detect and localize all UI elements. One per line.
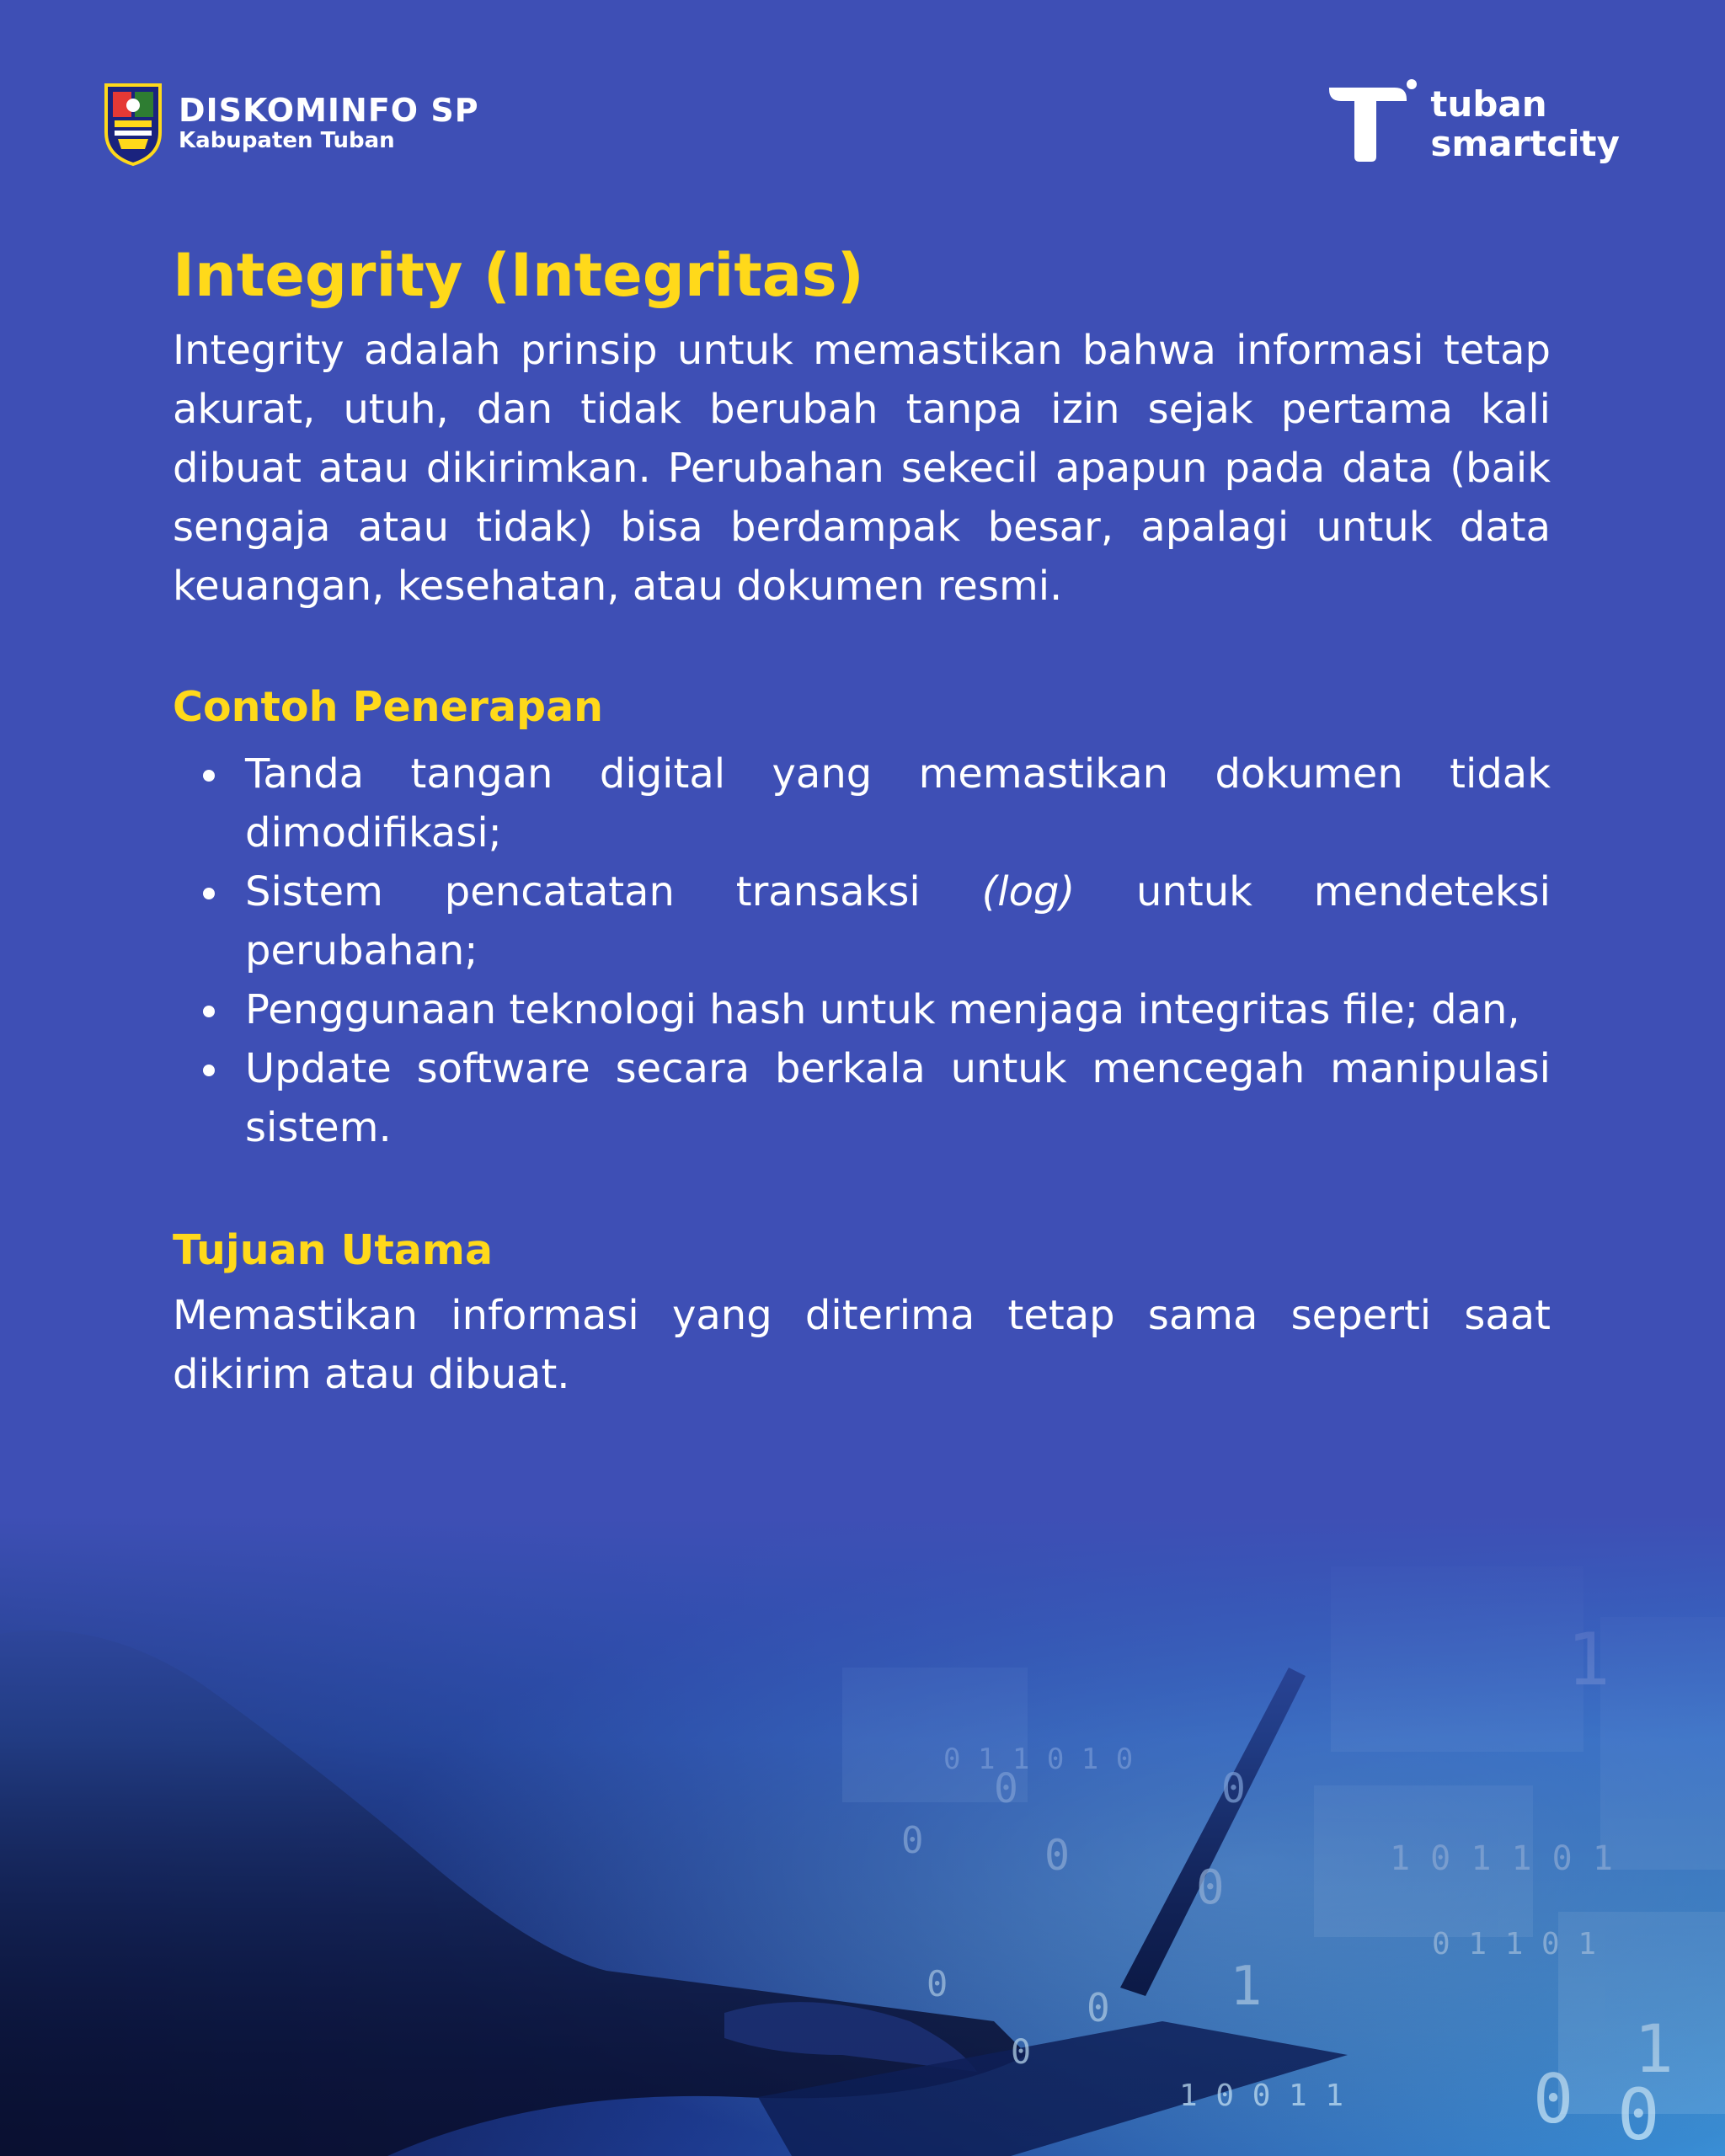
list-item (245, 980, 1551, 1039)
list-item-text: Penggunaan teknologi hash untuk menjaga integritas file; dan, (245, 985, 1520, 1033)
list-item-text: Tanda tangan digital yang memastikan dokumen tidak dimodifikasi; (245, 750, 1551, 857)
list-item (245, 744, 1551, 862)
wordmark-line2: smartcity (1430, 123, 1620, 164)
brand-subtitle: Kabupaten Tuban (179, 128, 395, 154)
intro-paragraph: Integrity adalah prinsip untuk memastikan bahwa informasi tetap akurat, utuh, dan tidak berubah tanpa izin sejak pertama kali dibuat atau dikirimkan. Perubahan sekecil apapun pada data (baik sengaja atau tidak) bisa berdampak besar, apalagi untuk data keuangan, kesehatan, atau dokumen resmi. (173, 327, 1551, 610)
brand-text (179, 93, 479, 155)
wordmark-line1: tuban (1430, 83, 1547, 125)
examples-list (173, 744, 1551, 1157)
list-item (245, 1039, 1551, 1157)
regency-crest-icon (103, 80, 163, 168)
log-term: (log) (981, 867, 1076, 915)
list-item-text: Update software secara berkala untuk mencegah manipulasi sistem. (245, 1044, 1551, 1151)
page-title: Integrity (Integritas) (173, 241, 864, 310)
smartcity-wordmark (1430, 84, 1620, 163)
main-content (173, 240, 1551, 1404)
list-item (245, 862, 1551, 980)
goal-paragraph: Memastikan informasi yang diterima tetap sama seperti saat dikirim atau dibuat. (173, 1291, 1551, 1398)
brand-name: DISKOMINFO SP (179, 91, 479, 129)
goal-heading: Tujuan Utama (173, 1225, 494, 1274)
tuban-t-logo-icon (1324, 77, 1417, 170)
list-item-text: Sistem pencatatan transaksi (245, 867, 982, 915)
cyber-laptop-illustration (0, 1516, 1725, 2156)
tuban-smartcity-logo (1324, 77, 1620, 170)
examples-heading: Contoh Penerapan (173, 683, 604, 731)
list-item-text: untuk mendeteksi perubahan; (245, 867, 1551, 974)
diskominfo-logo (103, 80, 479, 168)
